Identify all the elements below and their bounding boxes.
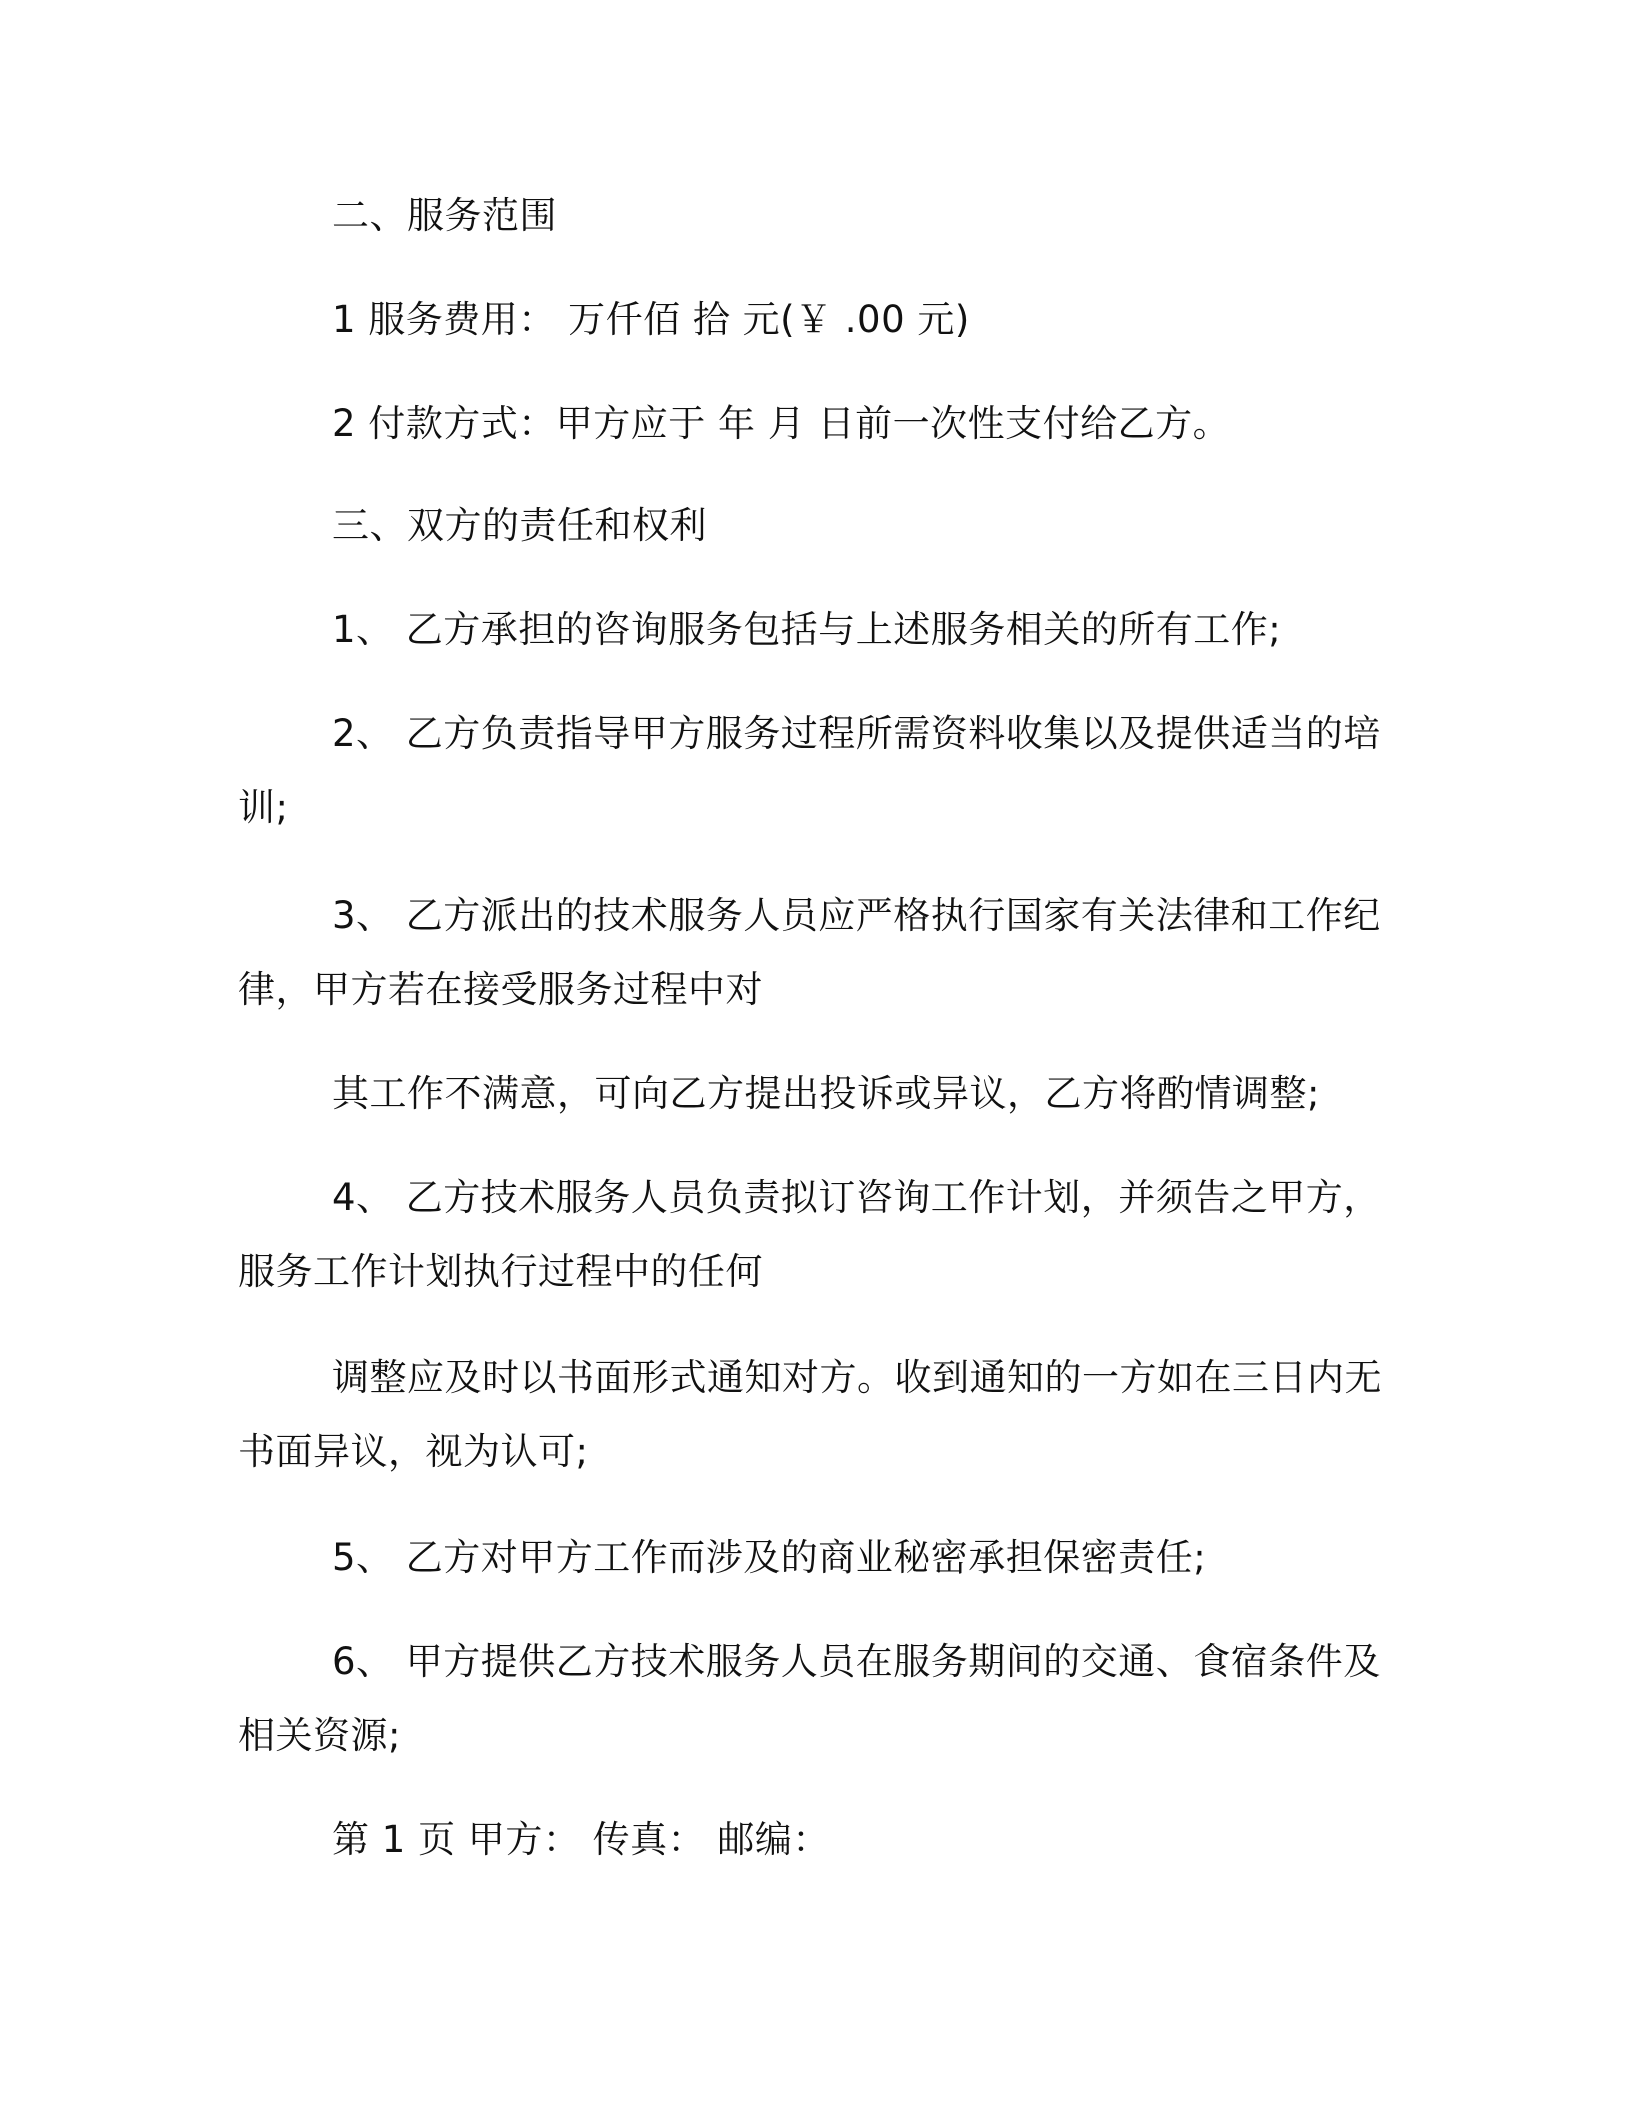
clause-4-line-3: 调整应及时以书面形式通知对方。收到通知的一方如在三日内无 xyxy=(332,1356,1382,1399)
clause-6-line-1: 6、 甲方提供乙方技术服务人员在服务期间的交通、食宿条件及 xyxy=(332,1640,1381,1683)
section-heading-responsibilities: 三、双方的责任和权利 xyxy=(332,504,707,547)
clause-4-line-1: 4、 乙方技术服务人员负责拟订咨询工作计划，并须告之甲方， xyxy=(332,1176,1381,1219)
clause-2-line-1: 2、 乙方负责指导甲方服务过程所需资料收集以及提供适当的培 xyxy=(332,712,1381,755)
clause-4-line-4: 书面异议，视为认可; xyxy=(238,1430,589,1473)
clause-6-line-2: 相关资源; xyxy=(238,1714,401,1757)
clause-4-line-2: 服务工作计划执行过程中的任何 xyxy=(238,1250,763,1293)
clause-3-line-3: 其工作不满意，可向乙方提出投诉或异议，乙方将酌情调整; xyxy=(332,1072,1320,1115)
clause-1: 1、 乙方承担的咨询服务包括与上述服务相关的所有工作; xyxy=(332,608,1282,651)
clause-3-line-1: 3、 乙方派出的技术服务人员应严格执行国家有关法律和工作纪 xyxy=(332,894,1381,937)
clause-2-line-2: 训; xyxy=(238,786,289,829)
clause-3-line-2: 律，甲方若在接受服务过程中对 xyxy=(238,968,763,1011)
clause-5: 5、 乙方对甲方工作而涉及的商业秘密承担保密责任; xyxy=(332,1536,1207,1579)
page-footer: 第 1 页 甲方： 传真： 邮编： xyxy=(332,1818,830,1861)
service-fee-line: 1 服务费用： 万仟佰 拾 元(￥ .00 元) xyxy=(332,298,970,341)
payment-method-line: 2 付款方式：甲方应于 年 月 日前一次性支付给乙方。 xyxy=(332,402,1231,445)
section-heading-service-scope: 二、服务范围 xyxy=(332,194,557,237)
